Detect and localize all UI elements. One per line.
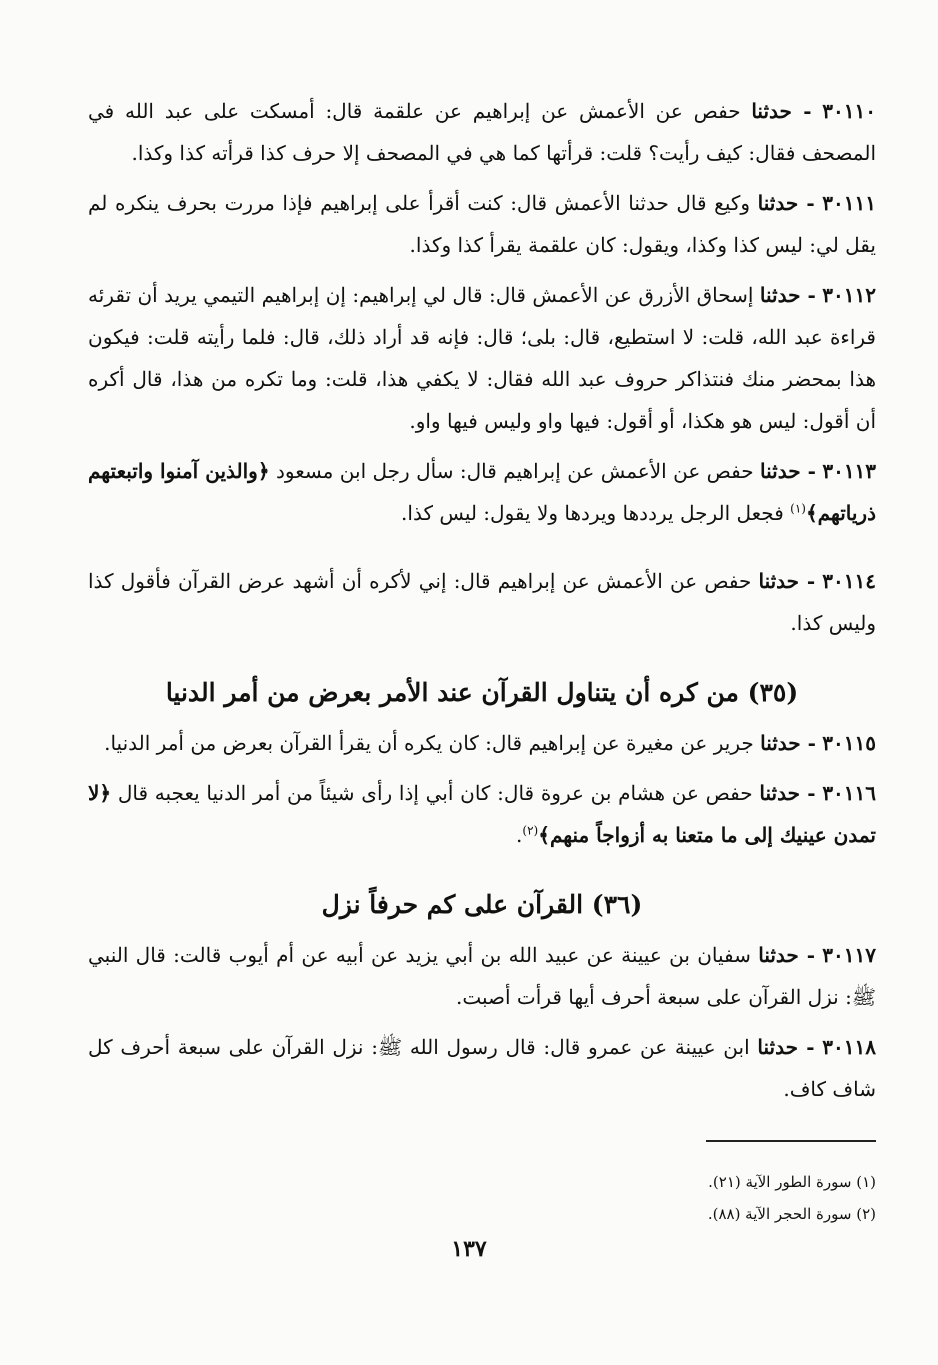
hadith-text: حفص عن الأعمش عن إبراهيم قال: سأل رجل ابن مسعود (275, 459, 754, 483)
narration-keyword: حدثنا (760, 731, 801, 755)
hadith-number: ٣٠١١٨ (822, 1035, 877, 1059)
footnotes (708, 1166, 876, 1230)
footnote-reference[interactable]: (٢) (522, 823, 539, 838)
narration-keyword: حدثنا (758, 569, 800, 593)
hadith-number: ٣٠١١٦ (822, 781, 877, 805)
narration-keyword: حدثنا (758, 943, 799, 967)
hadith-text: حفص عن هشام بن عروة قال: كان أبي إذا رأى شيئاً من أمر الدنيا يعجبه قال (117, 781, 753, 805)
hadith-number: ٣٠١١١ (822, 191, 877, 215)
narration-keyword: حدثنا (751, 99, 792, 123)
narration-keyword: حدثنا (757, 191, 799, 215)
hadith-text: . (516, 823, 523, 847)
hadith-entry: ٣٠١١٧ - حدثنا سفيان بن عيينة عن عبيد الله بن أبي يزيد عن أبيه عن أم أيوب قالت: قال النبي ﷺ: نزل القرآن على سبعة أحرف أيها قرأت أصبت. (88, 943, 877, 1009)
hadith-text: حفص عن الأعمش عن إبراهيم عن علقمة قال: أمسكت على عبد الله في المصحف فقال: كيف رأيت؟ قلت: قرأتها كما هي في المصحف إلا حرف كذا قرأته كذا وكذا. (88, 99, 876, 165)
footnote: (٢) سورة الحجر الآية (٨٨). (707, 1205, 876, 1223)
quran-verse: ﴿لا تمدن عينيك إلى ما متعنا به أزواجاً منهم﴾ (88, 781, 876, 847)
narration-keyword: حدثنا (760, 459, 801, 483)
hadith-entry: ٣٠١١١ - حدثنا وكيع قال حدثنا الأعمش قال: كنت أقرأ على إبراهيم فإذا مررت بحرف ينكره لم يقل لي: ليس كذا وكذا، ويقول: كان علقمة يقرأ كذا وكذا. (88, 191, 877, 257)
hadith-text: إسحاق الأزرق عن الأعمش قال: قال لي إبراهيم: إن إبراهيم التيمي يريد أن تقرئه قراءة عبد الله، قلت: لا استطيع، قال: بلى؛ قال: فإنه قد أراد ذلك، قال: فلما رأيته قلت: فيكون هذا بمحضر منك فنتذاكر حروف عبد الله فقال: لا يكفي هذا، قلت: وما تكره من هذا، قال أكره أن أقول: ليس هو هكذا، أو أقول: فيها واو وليس فيها واو. (88, 283, 876, 433)
narration-keyword: حدثنا (759, 781, 800, 805)
quran-verse: ﴿والذين آمنوا واتبعتهم ذرياتهم﴾ (88, 459, 876, 525)
hadith-entry: ٣٠١١٦ - حدثنا حفص عن هشام بن عروة قال: كان أبي إذا رأى شيئاً من أمر الدنيا يعجبه قال ﴿لا تمدن عينيك إلى ما متعنا به أزواجاً منهم﴾$^{(٢)}$. (88, 781, 877, 847)
page-number: ١٣٧ (451, 1236, 487, 1262)
hadith-entry: ٣٠١١٢ - حدثنا إسحاق الأزرق عن الأعمش قال: قال لي إبراهيم: إن إبراهيم التيمي يريد أن تقرئه قراءة عبد الله، قلت: لا استطيع، قال: بلى؛ قال: فإنه قد أراد ذلك، قال: فلما رأيته قلت: فيكون هذا بمحضر منك فنتذاكر حروف عبد الله فقال: لا يكفي هذا، قلت: وما تكره من هذا، قال أكره أن أقول: ليس هو هكذا، أو أقول: فيها واو وليس فيها واو. (88, 283, 877, 433)
hadith-text: حفص عن الأعمش عن إبراهيم قال: إني لأكره أن أشهد عرض القرآن فأقول كذا وليس كذا. (88, 569, 876, 635)
hadith-number: ٣٠١١٤ (822, 569, 877, 593)
hadith-text: جرير عن مغيرة عن إبراهيم قال: كان يكره أن يقرأ القرآن بعرض من أمر الدنيا. (104, 731, 754, 755)
hadith-entry: ٣٠١١٣ - حدثنا حفص عن الأعمش عن إبراهيم قال: سأل رجل ابن مسعود ﴿والذين آمنوا واتبعتهم ذرياتهم﴾$^{(١)}$ فجعل الرجل يرددها ويردها ولا يقول: ليس كذا. (88, 459, 877, 525)
hadith-entry: ٣٠١١٤ - حدثنا حفص عن الأعمش عن إبراهيم قال: إني لأكره أن أشهد عرض القرآن فأقول كذا وليس كذا. (88, 569, 877, 635)
footnote-separator (706, 1140, 876, 1142)
chapter-heading-35: (٣٥) من كره أن يتناول القرآن عند الأمر بعرض من أمر الدنيا (165, 678, 799, 707)
hadith-number: ٣٠١١٠ (822, 99, 877, 123)
footnote: (١) سورة الطور الآية (٢١). (708, 1173, 876, 1191)
main-text (88, 90, 876, 1110)
hadith-number: ٣٠١١٢ (822, 283, 877, 307)
hadith-entry: ٣٠١١٨ - حدثنا ابن عيينة عن عمرو قال: قال رسول الله ﷺ: نزل القرآن على سبعة أحرف كل شاف كاف. (88, 1035, 877, 1101)
hadith-number: ٣٠١١٥ (822, 731, 876, 755)
footnote-reference[interactable]: (١) (790, 501, 806, 516)
hadith-number: ٣٠١١٧ (822, 943, 877, 967)
narration-keyword: حدثنا (757, 1035, 798, 1059)
hadith-text: ابن عيينة عن عمرو قال: قال رسول الله ﷺ: نزل القرآن على سبعة أحرف كل شاف كاف. (88, 1035, 876, 1101)
hadith-text: سفيان بن عيينة عن عبيد الله بن أبي يزيد عن أبيه عن أم أيوب قالت: قال النبي ﷺ: نزل القرآن على سبعة أحرف أيها قرأت أصبت. (88, 943, 876, 1009)
chapter-heading-36: (٣٦) القرآن على كم حرفاً نزل (321, 890, 643, 919)
hadith-text: فجعل الرجل يرددها ويردها ولا يقول: ليس كذا. (401, 501, 784, 525)
hadith-entry: ٣٠١١٠ - حدثنا حفص عن الأعمش عن إبراهيم عن علقمة قال: أمسكت على عبد الله في المصحف فقال: كيف رأيت؟ قلت: قرأتها كما هي في المصحف إلا حرف كذا قرأته كذا وكذا. (88, 99, 877, 165)
hadith-entry: ٣٠١١٥ - حدثنا جرير عن مغيرة عن إبراهيم قال: كان يكره أن يقرأ القرآن بعرض من أمر الدنيا. (104, 731, 876, 755)
hadith-number: ٣٠١١٣ (822, 459, 877, 483)
hadith-text: وكيع قال حدثنا الأعمش قال: كنت أقرأ على إبراهيم فإذا مررت بحرف ينكره لم يقل لي: ليس كذا وكذا، ويقول: كان علقمة يقرأ كذا وكذا. (88, 191, 876, 257)
narration-keyword: حدثنا (759, 283, 801, 307)
